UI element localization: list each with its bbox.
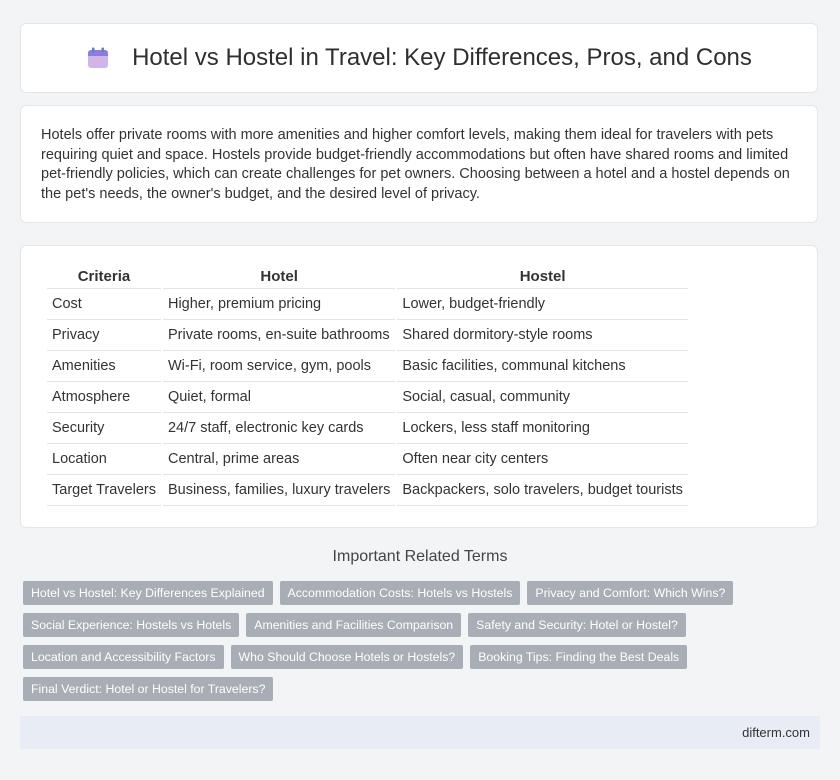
cell-hostel: Backpackers, solo travelers, budget tourists: [397, 475, 687, 506]
table-row: [47, 382, 688, 413]
table-row: [47, 475, 688, 506]
header-card: [20, 23, 818, 93]
table-row: [47, 413, 688, 444]
cell-criteria: Atmosphere: [47, 382, 161, 413]
cell-hotel: Private rooms, en-suite bathrooms: [163, 320, 395, 351]
cell-hostel: Social, casual, community: [397, 382, 687, 413]
related-term-tag[interactable]: Privacy and Comfort: Which Wins?: [527, 581, 733, 605]
calendar-icon: [86, 46, 110, 70]
related-terms-title: Important Related Terms: [332, 548, 508, 565]
related-term-tag[interactable]: Location and Accessibility Factors: [23, 645, 224, 669]
cell-hotel: Business, families, luxury travelers: [163, 475, 395, 506]
table-row: [47, 289, 688, 320]
related-term-tag[interactable]: Safety and Security: Hotel or Hostel?: [468, 613, 686, 637]
header-hotel: Hotel: [163, 266, 395, 289]
related-term-tag[interactable]: Who Should Choose Hotels or Hostels?: [231, 645, 464, 669]
header-criteria: Criteria: [47, 266, 161, 289]
intro-card: [20, 105, 818, 223]
comparison-table-card: [20, 245, 818, 528]
cell-criteria: Privacy: [47, 320, 161, 351]
table-row: [47, 320, 688, 351]
footer-site-link[interactable]: difterm.com: [742, 725, 810, 740]
cell-criteria: Target Travelers: [47, 475, 161, 506]
header-hostel: Hostel: [397, 266, 687, 289]
related-term-tag[interactable]: Hotel vs Hostel: Key Differences Explained: [23, 581, 273, 605]
cell-hotel: Central, prime areas: [163, 444, 395, 475]
cell-hostel: Shared dormitory-style rooms: [397, 320, 687, 351]
related-terms-list: [23, 581, 803, 701]
cell-criteria: Amenities: [47, 351, 161, 382]
table-row: [47, 444, 688, 475]
related-term-tag[interactable]: Booking Tips: Finding the Best Deals: [470, 645, 687, 669]
cell-hostel: Lockers, less staff monitoring: [397, 413, 687, 444]
related-term-tag[interactable]: Social Experience: Hostels vs Hotels: [23, 613, 239, 637]
page-title: Hotel vs Hostel in Travel: Key Differences, Pros, and Cons: [132, 44, 752, 71]
cell-criteria: Location: [47, 444, 161, 475]
table-row: [47, 351, 688, 382]
table-header-row: [47, 266, 688, 289]
cell-hotel: Wi-Fi, room service, gym, pools: [163, 351, 395, 382]
cell-hostel: Basic facilities, communal kitchens: [397, 351, 687, 382]
page-title-row: [86, 44, 752, 72]
footer: [20, 716, 820, 749]
cell-hotel: Higher, premium pricing: [163, 289, 395, 320]
intro-text: Hotels offer private rooms with more amenities and higher comfort levels, making them ideal for travelers with pets requiring quiet and space. Hostels provide budget-friendly accommodations but often have shared rooms and limited pet-friendly policies, which can create challenges for pet owners. Choosing between a hotel and a hostel depends on the pet's needs, the owner's budget, and the desired level of privacy.: [41, 127, 790, 202]
cell-hostel: Often near city centers: [397, 444, 687, 475]
related-term-tag[interactable]: Final Verdict: Hotel or Hostel for Travelers?: [23, 677, 273, 701]
comparison-table: [45, 266, 690, 506]
related-term-tag[interactable]: Accommodation Costs: Hotels vs Hostels: [280, 581, 521, 605]
cell-criteria: Security: [47, 413, 161, 444]
cell-hotel: 24/7 staff, electronic key cards: [163, 413, 395, 444]
cell-criteria: Cost: [47, 289, 161, 320]
related-term-tag[interactable]: Amenities and Facilities Comparison: [246, 613, 461, 637]
cell-hostel: Lower, budget-friendly: [397, 289, 687, 320]
cell-hotel: Quiet, formal: [163, 382, 395, 413]
